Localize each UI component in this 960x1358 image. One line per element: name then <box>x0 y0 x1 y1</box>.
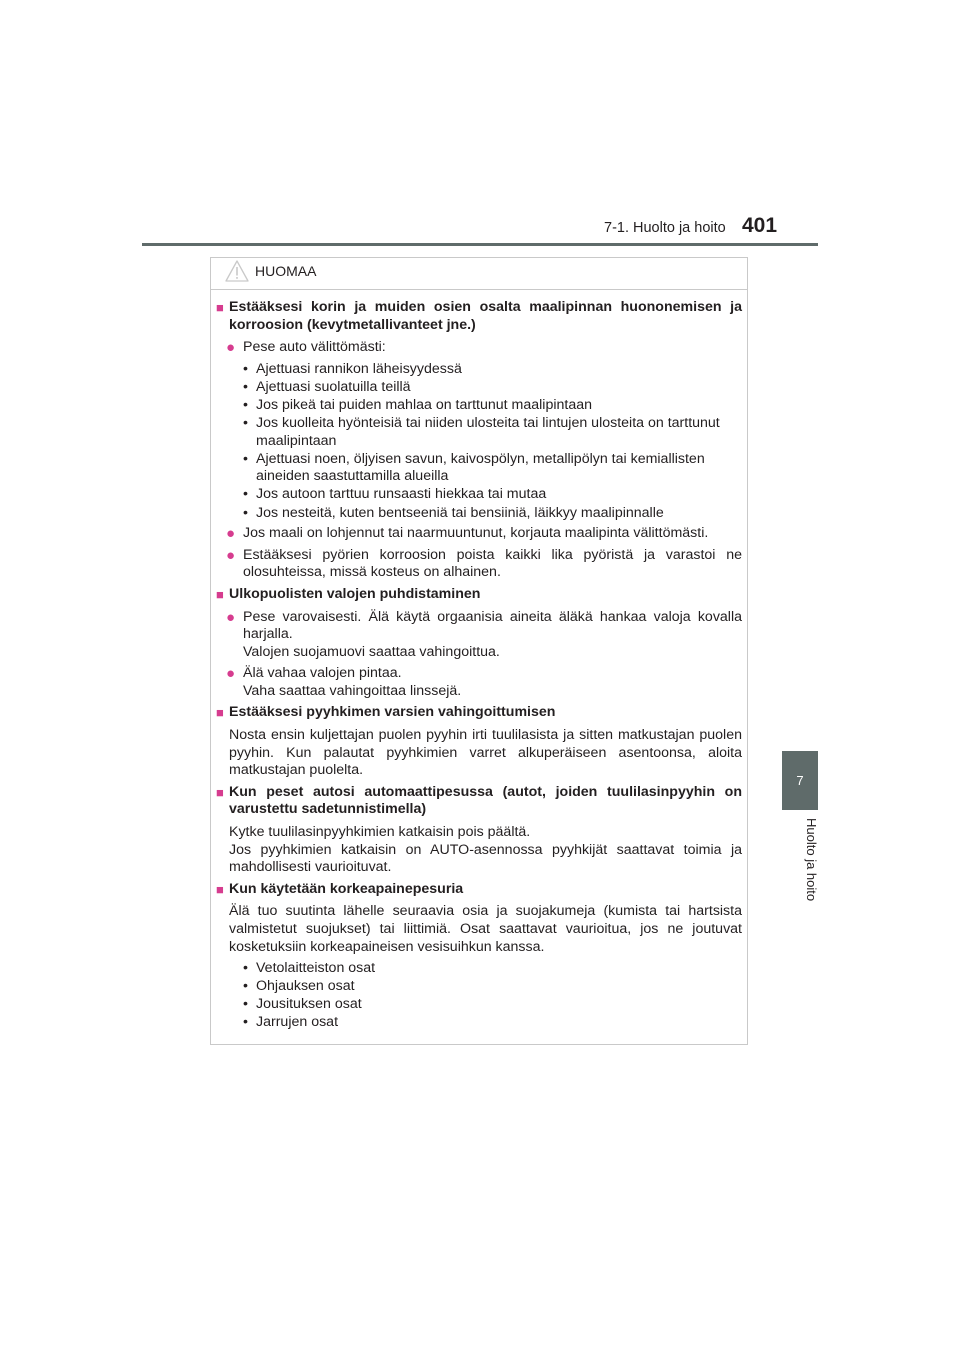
sub-item: • Ajettuasi suolatuilla teillä <box>243 378 411 395</box>
sub-item: • Jos autoon tarttuu runsaasti hiekkaa tai mutaa <box>243 486 547 503</box>
list-item: ● Pese varovaisesti. Älä käytä orgaanisia aineita äläkä hankaa valoja kovalla harjalla. Valojen suojamuovi saattaa vahingoittua. <box>226 608 742 660</box>
dot-bullet-icon: ● <box>226 546 236 564</box>
list-item: ● Estääksesi pyörien korroosion poista kaikki lika pyöristä ja varastoi ne olosuhteissa, missä kosteus on alhainen. <box>226 546 742 581</box>
paragraph: Jos pyyhkimien katkaisin on AUTO-asennossa pyyhkijät saattavat toimia ja mahdollisesti vaurioituvat. <box>229 841 742 876</box>
paragraph: Kytke tuulilasinpyyhkimien katkaisin pois päältä. <box>229 824 531 841</box>
dot-bullet-icon: ● <box>226 608 236 626</box>
notice-section <box>216 704 742 779</box>
sub-item: • Jos pikeä tai puiden mahlaa on tarttunut maalipintaan <box>243 396 592 413</box>
warning-triangle-icon <box>225 260 249 282</box>
square-bullet-icon: ■ <box>216 300 224 315</box>
notice-section <box>216 881 742 1032</box>
paragraph: Nosta ensin kuljettajan puolen pyyhin irti tuulilasista ja sitten matkustajan puolen pyyhin. Kun palautat pyyhkimien varret alkuperäiseen asentoonsa, aloita matkustajan puolelta. <box>229 727 742 779</box>
chapter-label: Huolto ja hoito <box>804 818 819 902</box>
sub-item: • Jousituksen osat <box>243 996 362 1013</box>
chapter-tab <box>782 751 818 810</box>
section-heading: ■ Kun käytetään korkeapainepesuria <box>216 880 464 897</box>
sub-item: • Ajettuasi noen, öljyisen savun, kaivospölyn, metallipölyn tai kemiallisten aineiden saastuttamilla alueilla <box>243 450 705 485</box>
notice-section <box>216 586 742 701</box>
paragraph: Älä tuo suutinta lähelle seuraavia osia ja suojakumeja (kumista tai hartsista valmistetut suojukset) tai liittimiä. Osat saattavat vaurioitua, jos ne joutuvat kosketuksiin korkeapaineisen vesisuihkun kanssa. <box>229 903 742 955</box>
section-heading: ■ Estääksesi korin ja muiden osien osalta maalipinnan huononemisen ja korroosion (kevytmetallivanteet jne.) <box>216 299 742 333</box>
dot-bullet-icon: ● <box>226 665 236 683</box>
notice-content <box>216 299 742 1035</box>
notice-section <box>216 299 742 582</box>
list-item: ● Pese auto välittömästi: <box>226 339 386 357</box>
notice-header <box>225 258 316 284</box>
sub-item: • Ohjauksen osat <box>243 978 355 995</box>
notice-title: HUOMAA <box>255 263 317 279</box>
sub-item: • Ajettuasi rannikon läheisyydessä <box>243 360 462 377</box>
sub-list <box>243 361 742 522</box>
page-number: 401 <box>742 214 778 237</box>
header-rule <box>142 243 818 246</box>
list-item: ● Älä vahaa valojen pintaa. Vaha saattaa vahingoittaa linssejä. <box>226 665 462 699</box>
square-bullet-icon: ■ <box>216 881 224 897</box>
sub-item: • Jarrujen osat <box>243 1014 339 1031</box>
dot-bullet-icon: ● <box>226 339 236 357</box>
section-title: 7-1. Huolto ja hoito <box>604 220 726 236</box>
chapter-number: 7 <box>796 773 804 788</box>
square-bullet-icon: ■ <box>216 705 224 721</box>
section-heading: ■ Kun peset autosi automaattipesussa (autot, joiden tuulilasinpyyhin on varustettu sadetunnistimella) <box>216 783 742 818</box>
sub-item: • Vetolaitteiston osat <box>243 960 376 977</box>
list-item: ● Jos maali on lohjennut tai naarmuuntunut, korjauta maalipinta välittömästi. <box>226 525 709 543</box>
section-heading: ■ Ulkopuolisten valojen puhdistaminen <box>216 585 481 602</box>
section-heading: ■ Estääksesi pyyhkimen varsien vahingoittumisen <box>216 704 556 721</box>
dot-bullet-icon: ● <box>226 525 236 543</box>
square-bullet-icon: ■ <box>216 784 224 800</box>
sub-item: • Jos nesteitä, kuten bentseeniä tai bensiiniä, läikkyy maalipinnalle <box>243 504 664 521</box>
notice-divider <box>211 289 747 290</box>
square-bullet-icon: ■ <box>216 586 224 602</box>
notice-section <box>216 784 742 877</box>
sub-item: • Jos kuolleita hyönteisiä tai niiden ulosteita tai lintujen ulosteita on tarttunut maalipintaan <box>243 415 720 449</box>
sub-list <box>243 960 742 1032</box>
